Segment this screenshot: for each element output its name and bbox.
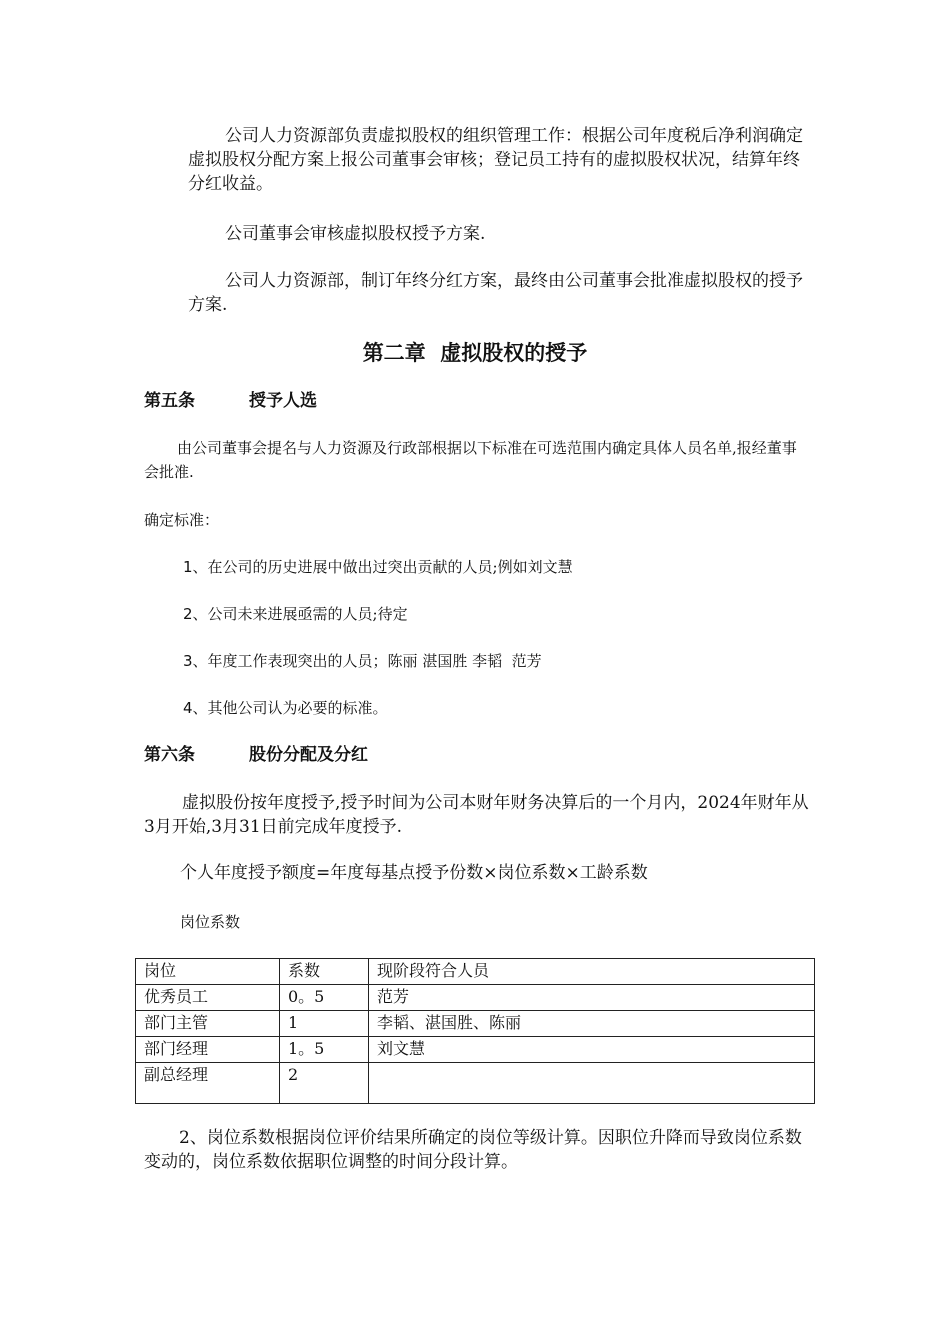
- criteria-item-number: 3: [183, 652, 193, 670]
- criteria-item-number: 1: [183, 558, 193, 576]
- table-cell: 刘文慧: [369, 1037, 815, 1063]
- article-6-number: 第六条: [144, 745, 195, 765]
- chapter-title: 第二章 虚拟股权的授予: [362, 341, 588, 365]
- table-cell: 1: [280, 1011, 369, 1037]
- table-cell: 2: [280, 1063, 369, 1104]
- paragraph-board-review: 公司董事会审核虚拟股权授予方案.: [225, 224, 486, 244]
- criteria-item-text: 、在公司的历史进展中做出过突出贡献的人员;例如刘文慧: [192, 558, 573, 576]
- criteria-item: [183, 649, 542, 673]
- paragraph-hr-plan: 公司人力资源部，制订年终分红方案，最终由公司董事会批准虚拟股权的授予方案.: [188, 271, 803, 315]
- table-header-cell: 现阶段符合人员: [369, 959, 815, 985]
- criteria-label: 确定标准：: [144, 511, 220, 529]
- table-cell: 范芳: [369, 985, 815, 1011]
- table-header-row: [136, 959, 815, 985]
- article-6-heading: [144, 743, 368, 767]
- article-5-body: 由公司董事会提名与人力资源及行政部根据以下标准在可选范围内确定具体人员名单,报经董事会批准.: [144, 439, 797, 481]
- criteria-item-text: 、年度工作表现突出的人员；陈丽 湛国胜 李韬 范芳: [192, 652, 542, 670]
- criteria-item: [183, 555, 573, 579]
- table-row: [136, 985, 815, 1011]
- table-header-cell: 系数: [280, 959, 369, 985]
- table-cell: 部门主管: [136, 1011, 280, 1037]
- table-cell: [369, 1063, 815, 1104]
- criteria-item-number: 4: [183, 699, 193, 717]
- criteria-item-text: 、其他公司认为必要的标准。: [192, 699, 388, 717]
- paragraph-hr-duty: 公司人力资源部负责虚拟股权的组织管理工作：根据公司年度税后净利润确定虚拟股权分配方案上报公司董事会审核；登记员工持有的虚拟股权状况，结算年终分红收益。: [188, 126, 803, 194]
- grant-formula: 个人年度授予额度=年度每基点授予份数×岗位系数×工龄系数: [180, 863, 648, 883]
- position-coefficient-table: [135, 958, 815, 1104]
- table-cell: 1。5: [280, 1037, 369, 1063]
- coefficient-note: 2、岗位系数根据岗位评价结果所确定的岗位等级计算。因职位升降而导致岗位系数变动的，岗位系数依据职位调整的时间分段计算。: [144, 1128, 802, 1172]
- table-caption: 岗位系数: [180, 913, 241, 931]
- criteria-item: [183, 696, 388, 720]
- table-cell: 副总经理: [136, 1063, 280, 1104]
- table-row: [136, 1037, 815, 1063]
- table-row: [136, 1063, 815, 1104]
- article-5-title: 授予人选: [249, 391, 317, 411]
- table-header-cell: 岗位: [136, 959, 280, 985]
- table-cell: 部门经理: [136, 1037, 280, 1063]
- table-row: [136, 1011, 815, 1037]
- article-5-number: 第五条: [144, 391, 195, 411]
- table-cell: 0。5: [280, 985, 369, 1011]
- criteria-item: [183, 602, 408, 626]
- article-5-heading: [144, 389, 317, 413]
- article-6-body: 虚拟股份按年度授予,授予时间为公司本财年财务决算后的一个月内，2024年财年从3月开始,3月31日前完成年度授予.: [144, 793, 809, 837]
- criteria-item-text: 、公司未来进展亟需的人员;待定: [192, 605, 408, 623]
- article-6-title: 股份分配及分红: [249, 745, 368, 765]
- table-cell: 李韬、湛国胜、陈丽: [369, 1011, 815, 1037]
- criteria-item-number: 2: [183, 605, 193, 623]
- table-cell: 优秀员工: [136, 985, 280, 1011]
